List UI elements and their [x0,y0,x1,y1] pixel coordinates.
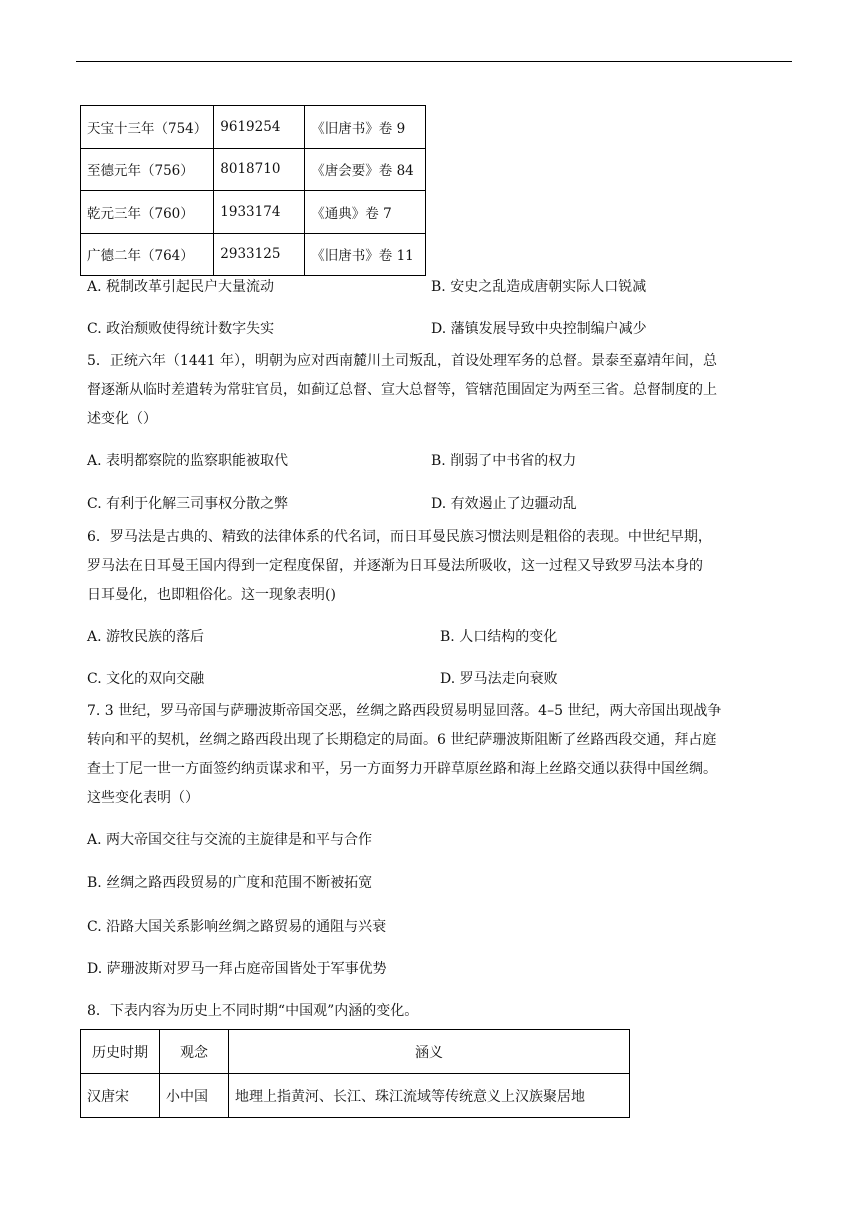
option-c[interactable]: C. 有利于化解三司事权分散之弊 [87,496,289,512]
option-b[interactable]: B. 人口结构的变化 [440,629,558,645]
table-cell: 汉唐宋 [81,1074,160,1118]
table-cell: 至德元年（756） [81,148,214,191]
question-8-stem: 8．下表内容为历史上不同时期“中国观”内涵的变化。 [87,1003,419,1019]
option-a[interactable]: A. 表明都察院的监察职能被取代 [87,453,289,469]
option-b[interactable]: B. 丝绸之路西段贸易的广度和范围不断被拓宽 [87,875,373,891]
table-cell: 乾元三年（760） [81,191,214,234]
table-cell: 小中国 [160,1074,229,1118]
table-row [81,191,426,234]
table-cell: 2933125 [214,233,305,276]
question-6-stem [87,523,712,610]
table-row [81,1074,630,1118]
header-rule [76,61,792,62]
population-table [80,105,426,276]
table-cell: 天宝十三年（754） [81,106,214,149]
question-5-stem [87,347,717,434]
table-cell: 广德二年（764） [81,233,214,276]
stem-line: 罗马法在日耳曼王国内得到一定程度保留，并逐渐为日耳曼法所吸收，这一过程又导致罗马法本身的 [87,558,703,574]
option-b[interactable]: B. 削弱了中书省的权力 [431,453,577,469]
table-header-row [81,1030,630,1074]
option-a[interactable]: A. 两大帝国交往与交流的主旋律是和平与合作 [87,832,373,848]
option-c[interactable]: C. 文化的双向交融 [87,671,205,687]
china-concept-table [80,1029,630,1118]
table-cell: 《唐会要》卷 84 [305,148,426,191]
table-row [81,148,426,191]
table-row [81,106,426,149]
option-d[interactable]: D. 藩镇发展导致中央控制编户减少 [431,321,647,337]
table-cell: 《通典》卷 7 [305,191,426,234]
stem-line: 5．正统六年（1441 年），明朝为应对西南麓川土司叛乱，首设处理军务的总督。景泰至嘉靖年间，总 [87,353,717,369]
option-d[interactable]: D. 萨珊波斯对罗马一拜占庭帝国皆处于军事优势 [87,961,387,977]
stem-line: 述变化（） [87,411,157,427]
table-cell: 8018710 [214,148,305,191]
table-cell: 9619254 [214,106,305,149]
table-cell: 《旧唐书》卷 11 [305,233,426,276]
stem-line: 7. 3 世纪，罗马帝国与萨珊波斯帝国交恶，丝绸之路西段贸易明显回落。4–5 世纪，两大帝国出现战争 [87,703,722,719]
stem-line: 转向和平的契机，丝绸之路西段出现了长期稳定的局面。6 世纪萨珊波斯阻断了丝路西段交通，拜占庭 [87,732,717,748]
option-d[interactable]: D. 有效遏止了边疆动乱 [431,496,577,512]
stem-line: 6．罗马法是古典的、精致的法律体系的代名词，而日耳曼民族习惯法则是粗俗的表现。中世纪早期， [87,529,712,545]
stem-line: 督逐渐从临时差遣转为常驻官员，如蓟辽总督、宣大总督等，管辖范围固定为两至三省。总督制度的上 [87,382,717,398]
option-d[interactable]: D. 罗马法走向衰败 [440,671,558,687]
question-7-stem [87,697,721,813]
table-header: 涵义 [229,1030,630,1074]
table-cell: 《旧唐书》卷 9 [305,106,426,149]
option-b[interactable]: B. 安史之乱造成唐朝实际人口锐减 [431,279,647,295]
table-row [81,233,426,276]
stem-line: 查士丁尼一世一方面签约纳贡谋求和平，另一方面努力开辟草原丝路和海上丝路交通以获得中国丝绸。 [87,761,717,777]
option-a[interactable]: A. 税制改革引起民户大量流动 [87,279,275,295]
stem-line: 这些变化表明（） [87,790,199,806]
stem-line: 日耳曼化，也即粗俗化。这一现象表明() [87,587,336,603]
table-cell: 1933174 [214,191,305,234]
option-c[interactable]: C. 政治颓败使得统计数字失实 [87,321,275,337]
table-cell: 地理上指黄河、长江、珠江流域等传统意义上汉族聚居地 [229,1074,630,1118]
option-a[interactable]: A. 游牧民族的落后 [87,629,205,645]
table-header: 观念 [160,1030,229,1074]
option-c[interactable]: C. 沿路大国关系影响丝绸之路贸易的通阻与兴衰 [87,919,387,935]
table-header: 历史时期 [81,1030,160,1074]
